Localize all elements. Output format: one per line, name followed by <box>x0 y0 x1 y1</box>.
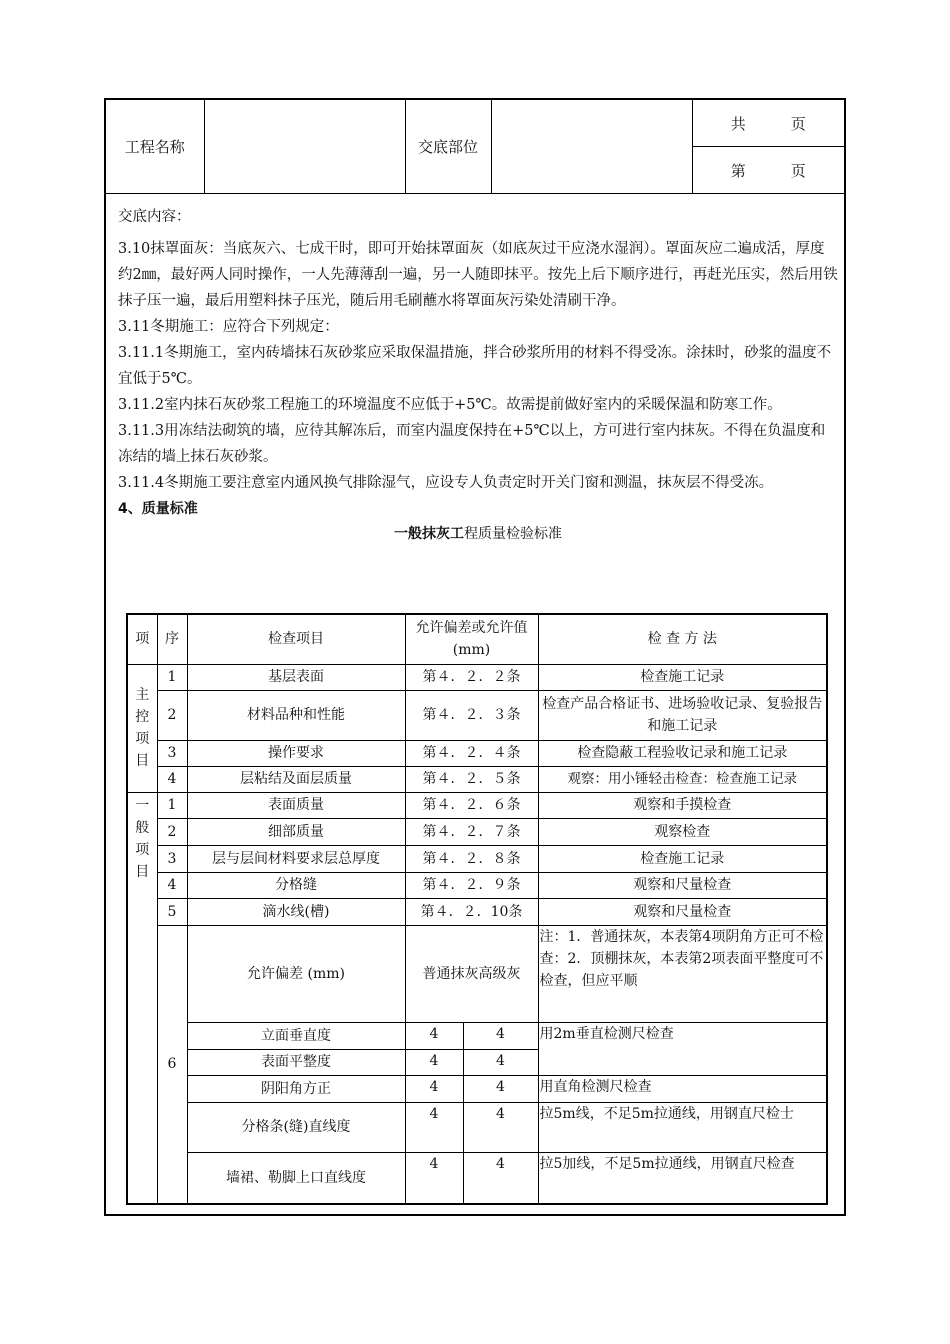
table-title <box>118 524 838 544</box>
row-method: 检查隐蔽工程验收记录和施工记录 <box>538 740 827 766</box>
row-method: 观察和手摸检查 <box>538 792 827 818</box>
tol-method: 拉5m线，不足5m拉通线，用钢直尺检士 <box>538 1102 827 1152</box>
row-method: 检查产品合格证书、进场验收记录、复验报告和施工记录 <box>538 690 827 740</box>
tol-item: 墙裙、勒脚上口直线度 <box>187 1152 405 1204</box>
row-seq: 1 <box>157 664 187 690</box>
row-seq: 5 <box>157 898 187 925</box>
tol-high: 4 <box>463 1152 538 1204</box>
section-title: 4、质量标准 <box>118 501 198 517</box>
tol-item: 表面平整度 <box>187 1049 405 1075</box>
page-number: 第 页 <box>692 147 844 194</box>
main-group-label: 主控项目 <box>127 664 157 792</box>
row-ref: 第４．２．３条 <box>405 690 538 740</box>
row-seq: 4 <box>157 766 187 792</box>
row-item: 材料品种和性能 <box>187 690 405 740</box>
row-seq: 2 <box>157 818 187 845</box>
row-method: 检查施工记录 <box>538 664 827 690</box>
row-item: 滴水线(槽) <box>187 898 405 925</box>
tolerance-cols: 普通抹灰高级灰 <box>405 925 538 1022</box>
tol-high: 4 <box>463 1049 538 1075</box>
tol-high: 4 <box>463 1022 538 1049</box>
tol-high: 4 <box>463 1075 538 1102</box>
paragraph: 3.11.3用冻结法砌筑的墙，应待其解冻后，而室内温度保持在+5℃以上，方可进行室内抹灰。不得在负温度和冻结的墙上抹石灰砂浆。 <box>118 423 826 465</box>
row-item: 分格缝 <box>187 872 405 898</box>
paragraph: 3.10抹罩面灰：当底灰六、七成干时，即可开始抹罩面灰（如底灰过干应浇水湿润）。罩面灰应二遍成活，厚度约2㎜，最好两人同时操作，一人先薄薄刮一遍，另一人随即抹平。按先上后下顺序进行，再赶光压实，然后用铁抹子压一遍，最后用塑料抹子压光，随后用毛刷蘸水将罩面灰污染处清刷干净。 <box>118 241 838 309</box>
header-seq: 序 <box>157 614 187 664</box>
general-group-label: 一般项目 <box>127 792 157 1204</box>
row-item: 层粘结及面层质量 <box>187 766 405 792</box>
row-item: 基层表面 <box>187 664 405 690</box>
row-seq: 3 <box>157 740 187 766</box>
content-intro: 交底内容： <box>118 209 191 225</box>
tol-normal: 4 <box>405 1022 463 1049</box>
row-method: 检查施工记录 <box>538 845 827 872</box>
paragraph: 3.11.1冬期施工，室内砖墙抹石灰砂浆应采取保温措施，拌合砂浆所用的材料不得受冻。涂抹时，砂浆的温度不宜低于5℃。 <box>118 345 832 387</box>
total-pages: 共 页 <box>692 100 844 147</box>
quality-table <box>126 613 828 1205</box>
tolerance-seq: 6 <box>157 925 187 1204</box>
tol-item: 阴阳角方正 <box>187 1075 405 1102</box>
row-ref: 第４．２．６条 <box>405 792 538 818</box>
paragraph: 3.11.4冬期施工要注意室内通风换气排除湿气，应设专人负责定时开关门窗和测温，抹灰层不得受冻。 <box>118 475 774 491</box>
row-item: 表面质量 <box>187 792 405 818</box>
document-frame <box>104 98 846 1216</box>
tol-method: 用2m垂直检测尺检查 <box>538 1022 827 1075</box>
tol-item: 立面垂直度 <box>187 1022 405 1049</box>
header-tolerance: 允许偏差或允许值(mm) <box>405 614 538 664</box>
row-seq: 3 <box>157 845 187 872</box>
row-ref: 第４．２．４条 <box>405 740 538 766</box>
row-method: 观察和尺量检查 <box>538 872 827 898</box>
row-method: 观察检查 <box>538 818 827 845</box>
row-item: 细部质量 <box>187 818 405 845</box>
disclosure-part-value <box>491 100 692 194</box>
project-name-value <box>204 100 405 194</box>
row-item: 操作要求 <box>187 740 405 766</box>
row-ref: 第４．２．８条 <box>405 845 538 872</box>
tol-method: 用直角检测尺检查 <box>538 1075 827 1102</box>
project-name-label: 工程名称 <box>106 100 204 194</box>
row-ref: 第４．２．２条 <box>405 664 538 690</box>
header-check-item: 检查项目 <box>187 614 405 664</box>
tol-normal: 4 <box>405 1152 463 1204</box>
paragraph: 3.11冬期施工：应符合下列规定： <box>118 319 339 335</box>
tol-normal: 4 <box>405 1102 463 1152</box>
table-title-bold: 一般抹灰工 <box>394 526 464 542</box>
tolerance-note: 注：1．普通抹灰，本表第4项阴角方正可不检查：2．顶棚抹灰，本表第2项表面平整度可不检查，但应平顺 <box>538 925 827 1022</box>
paragraph: 3.11.2室内抹石灰砂浆工程施工的环境温度不应低于+5℃。故需提前做好室内的采暖保温和防寒工作。 <box>118 397 782 413</box>
tol-item: 分格条(缝)直线度 <box>187 1102 405 1152</box>
row-item: 层与层间材料要求层总厚度 <box>187 845 405 872</box>
disclosure-content <box>118 204 838 544</box>
row-seq: 4 <box>157 872 187 898</box>
row-seq: 2 <box>157 690 187 740</box>
row-seq: 1 <box>157 792 187 818</box>
header-table <box>106 100 844 194</box>
tol-normal: 4 <box>405 1049 463 1075</box>
header-item: 项 <box>127 614 157 664</box>
row-ref: 第４．２．10条 <box>405 898 538 925</box>
disclosure-part-label: 交底部位 <box>405 100 491 194</box>
row-ref: 第４．２．５条 <box>405 766 538 792</box>
tol-normal: 4 <box>405 1075 463 1102</box>
row-ref: 第４．２．７条 <box>405 818 538 845</box>
tolerance-label: 允许偏差 (mm) <box>187 925 405 1022</box>
row-ref: 第４．２．９条 <box>405 872 538 898</box>
tol-method: 拉5加线，不足5m拉通线，用钢直尺检查 <box>538 1152 827 1204</box>
row-method: 观察和尺量检查 <box>538 898 827 925</box>
row-method: 观察：用小锤轻击检查：检查施工记录 <box>538 766 827 792</box>
table-title-rest: 程质量检验标准 <box>464 526 562 542</box>
header-method: 检 查 方 法 <box>538 614 827 664</box>
tol-high: 4 <box>463 1102 538 1152</box>
